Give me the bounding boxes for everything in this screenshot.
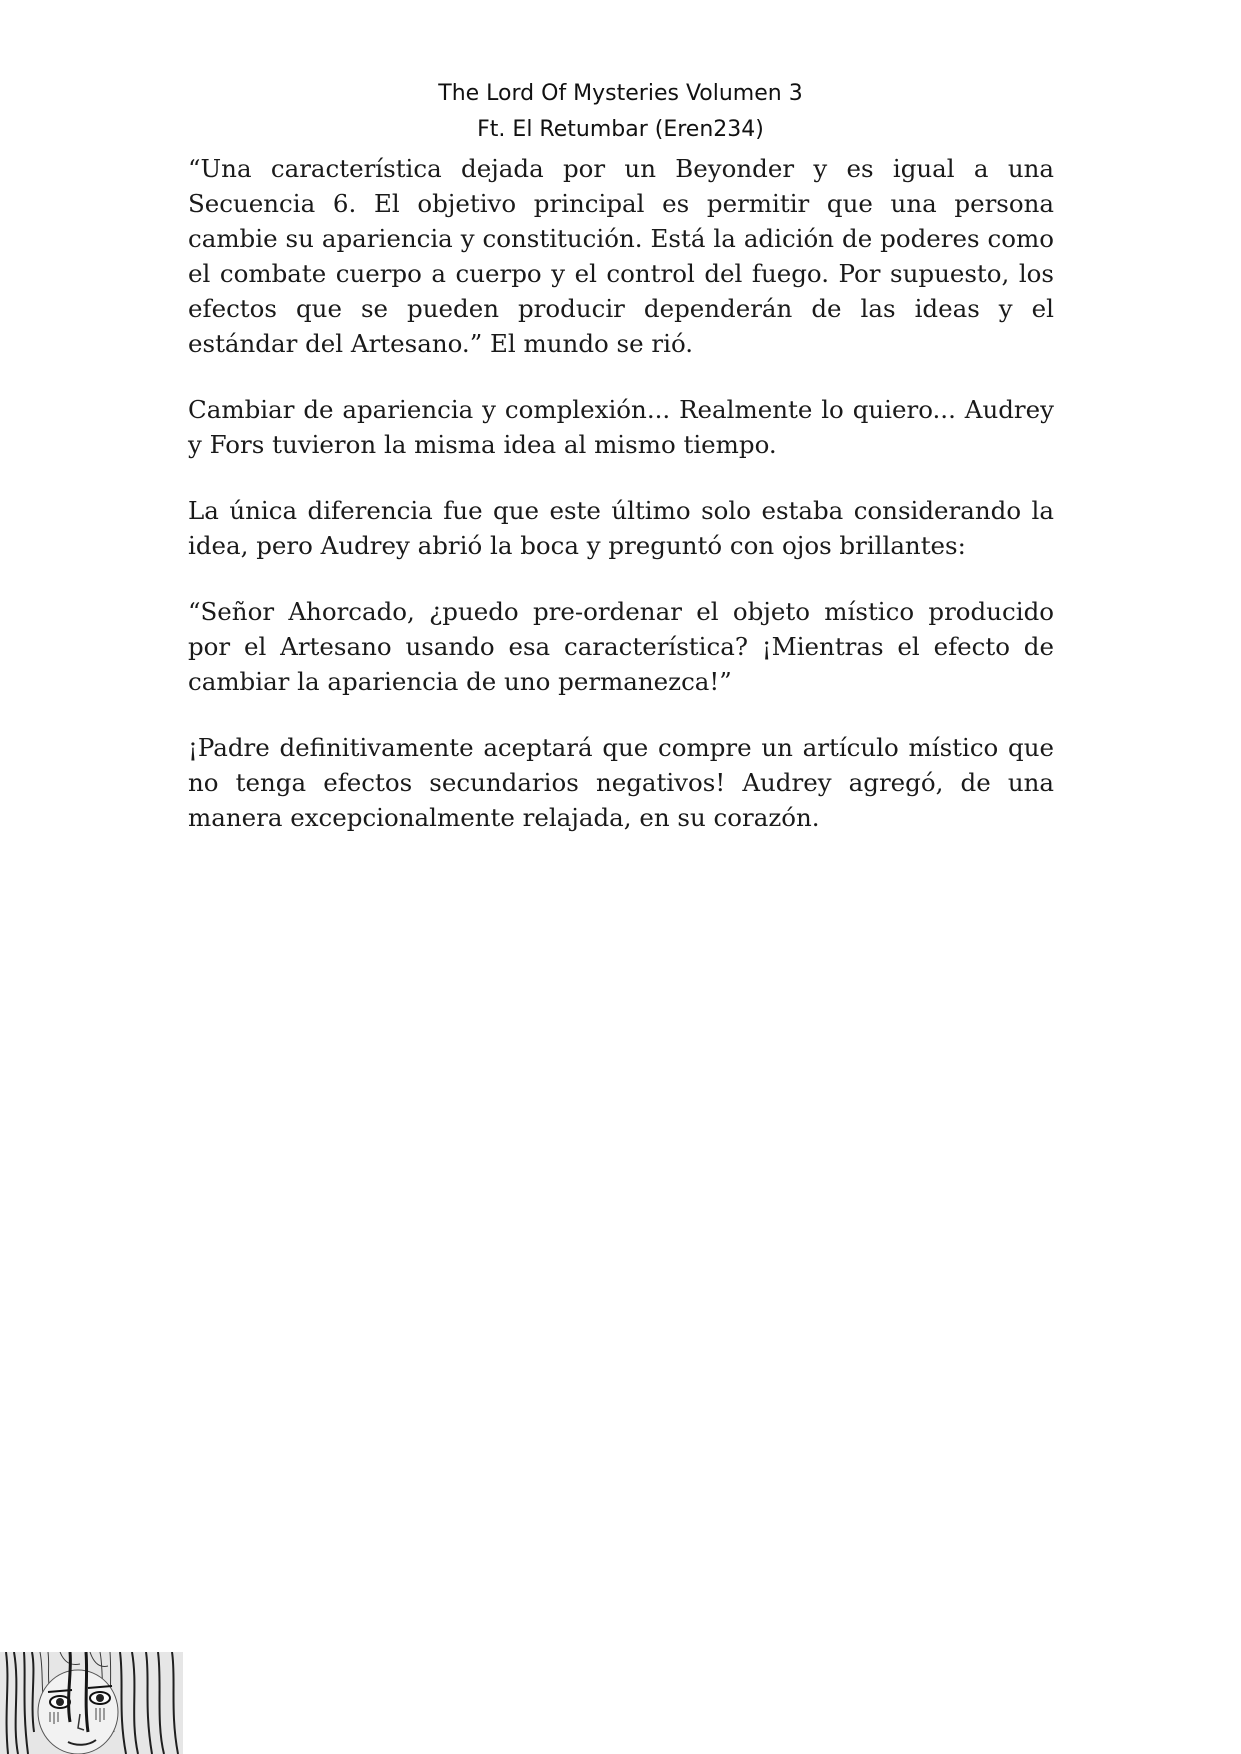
paragraph: Cambiar de apariencia y complexión... Realmente lo quiero... Audrey y Fors tuvieron la misma idea al mismo tiempo. <box>188 395 1054 459</box>
paragraph: La única diferencia fue que este último solo estaba considerando la idea, pero Audrey abrió la boca y preguntó con ojos brillantes: <box>188 496 1054 560</box>
header-title: The Lord Of Mysteries Volumen 3 <box>438 81 803 106</box>
paragraph: ¡Padre definitivamente aceptará que compre un artículo místico que no tenga efectos secundarios negativos! Audrey agregó, de una manera excepcionalmente relajada, en su corazón. <box>188 733 1054 832</box>
paragraph: “Señor Ahorcado, ¿puedo pre-ordenar el objeto místico producido por el Artesano usando esa característica? ¡Mientras el efecto de cambiar la apariencia de uno permanezca!” <box>188 597 1054 696</box>
manga-portrait-watermark-icon <box>0 1652 183 1754</box>
paragraph: “Una característica dejada por un Beyonder y es igual a una Secuencia 6. El objetivo principal es permitir que una persona cambie su apariencia y constitución. Está la adición de poderes como el combate cuerpo a cuerpo y el control del fuego. Por supuesto, los efectos que se pueden producir dependerán de las ideas y el estándar del Artesano.” El mundo se rió. <box>188 154 1054 358</box>
page-header <box>0 76 1241 148</box>
header-subtitle: Ft. El Retumbar (Eren234) <box>477 117 764 142</box>
body-text <box>188 151 1054 866</box>
